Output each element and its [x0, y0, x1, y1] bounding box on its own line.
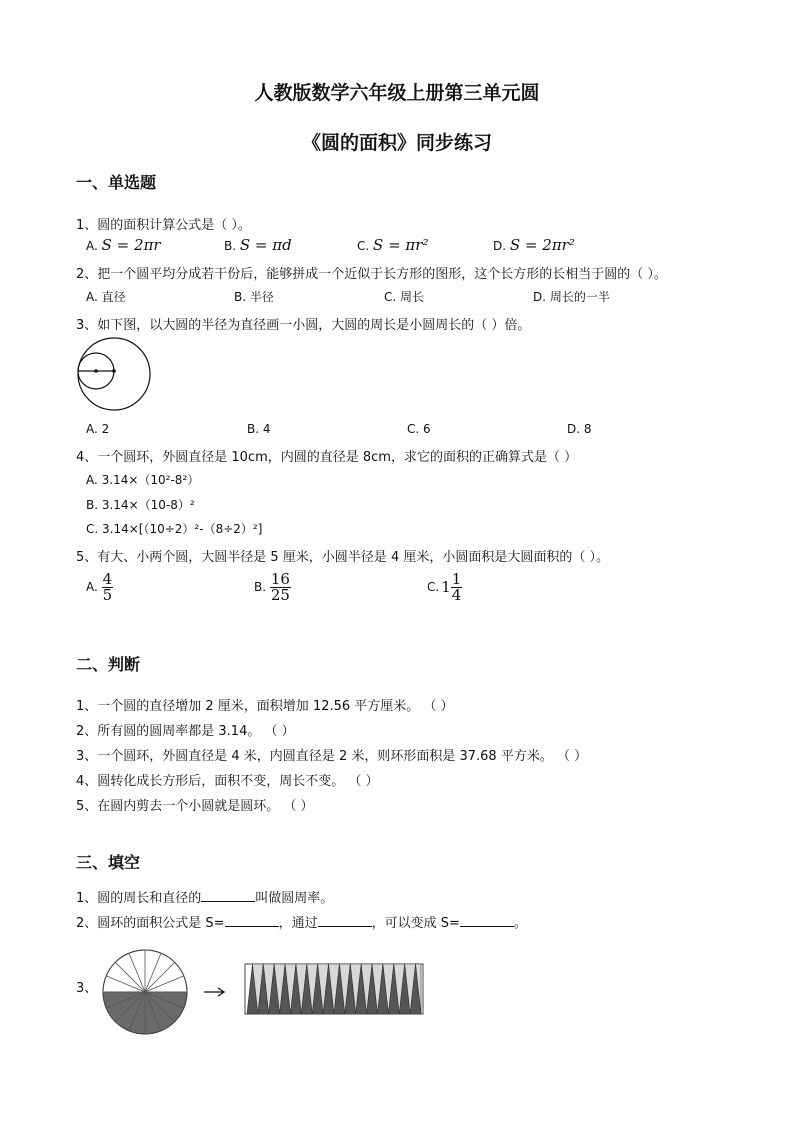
section-heading-true-false: 二、判断	[76, 655, 141, 674]
fill-item-1: 1、圆的周长和直径的 叫做圆周率。	[76, 891, 334, 906]
formula: S = πd	[239, 236, 292, 254]
mcq-2-option-b[interactable]: B. 半径	[234, 290, 274, 304]
fraction: $\frac{1}{4}$	[451, 570, 462, 604]
mcq-3-option-c[interactable]: C. 6	[407, 422, 431, 436]
mcq-3-option-b[interactable]: B. 4	[247, 422, 271, 436]
fraction: $\frac{16}{25}$	[270, 570, 290, 604]
option-label: A.	[86, 580, 98, 594]
option-label: C.	[427, 580, 440, 594]
mcq-1-option-b[interactable]	[224, 236, 292, 254]
mcq-2-option-d[interactable]: D. 周长的一半	[533, 290, 610, 304]
judge-item-3: 3、一个圆环，外圆直径是 4 米，内圆直径是 2 米，则环形面积是 37.68 平方米。 （ ）	[76, 749, 588, 764]
mcq-1-option-d[interactable]	[493, 236, 575, 254]
mcq-3-option-a[interactable]: A. 2	[86, 422, 110, 436]
center-dot	[112, 369, 116, 373]
mcq-4-text: 4、一个圆环，外圆直径是 10cm，内圆的直径是 8cm，求它的面积的正确算式是（ ）	[76, 450, 578, 465]
mcq-1-option-a[interactable]	[86, 236, 161, 254]
mcq-5-option-b[interactable]	[254, 572, 291, 603]
circles-diagram	[76, 336, 154, 414]
fill-item-3: 3、	[76, 981, 98, 996]
answer-blank[interactable]	[318, 914, 372, 927]
mixed-whole: 1	[441, 578, 451, 596]
option-label: B.	[254, 580, 267, 594]
mcq-2-option-a[interactable]: A. 直径	[86, 290, 126, 304]
mcq-4-option-b[interactable]: B. 3.14×（10-8）²	[86, 498, 195, 512]
mcq-2-option-c[interactable]: C. 周长	[384, 290, 425, 304]
judge-item-1: 1、一个圆的直径增加 2 厘米，面积增加 12.56 平方厘米。 （ ）	[76, 699, 454, 714]
arrow-icon	[203, 986, 227, 998]
formula: S = πr²	[373, 236, 429, 254]
option-label: A.	[86, 239, 98, 253]
mcq-1-text: 1、圆的面积计算公式是（ ）。	[76, 218, 251, 233]
mcq-4-option-a[interactable]: A. 3.14×（10²-8²）	[86, 473, 200, 487]
mcq-3-option-d[interactable]: D. 8	[567, 422, 592, 436]
fraction: $\frac{4}{5}$	[102, 570, 113, 604]
option-label: C.	[357, 239, 370, 253]
mcq-3-text: 3、如下图，以大圆的半径为直径画一小圆，大圆的周长是小圆周长的（ ）倍。	[76, 318, 531, 333]
mcq-5-text: 5、有大、小两个圆，大圆半径是 5 厘米，小圆半径是 4 厘米，小圆面积是大圆面积的（ ）。	[76, 550, 609, 565]
formula: S = 2πr²	[509, 236, 575, 254]
center-dot	[94, 369, 98, 373]
judge-item-5: 5、在圆内剪去一个小圆就是圆环。 （ ）	[76, 799, 314, 814]
mcq-5-option-c[interactable]	[427, 572, 462, 603]
option-label: D.	[493, 239, 507, 253]
judge-item-4: 4、圆转化成长方形后，面积不变，周长不变。 （ ）	[76, 774, 379, 789]
mcq-5-option-a[interactable]	[86, 572, 113, 603]
section-heading-single-choice: 一、单选题	[76, 173, 157, 192]
mcq-4-option-c[interactable]: C. 3.14×[（10÷2）²-（8÷2）²]	[86, 522, 263, 536]
mcq-2-text: 2、把一个圆平均分成若干份后，能够拼成一个近似于长方形的图形，这个长方形的长相当于圆的（ ）。	[76, 267, 667, 282]
fill-item-2: 2、圆环的面积公式是 S= ，通过 ，可以变成 S= 。	[76, 916, 527, 931]
answer-blank[interactable]	[225, 914, 279, 927]
rearranged-rectangle-diagram	[243, 960, 427, 1018]
option-label: B.	[224, 239, 237, 253]
mcq-1-option-c[interactable]	[357, 236, 428, 254]
section-heading-fill-in: 三、填空	[76, 853, 141, 872]
judge-item-2: 2、所有圆的圆周率都是 3.14。 （ ）	[76, 724, 295, 739]
sector-circle-diagram	[101, 948, 189, 1036]
page-subtitle: 《圆的面积》同步练习	[301, 132, 492, 154]
answer-blank[interactable]	[201, 889, 255, 902]
answer-blank[interactable]	[460, 914, 514, 927]
page-title: 人教版数学六年级上册第三单元圆	[254, 82, 540, 104]
formula: S = 2πr	[101, 236, 161, 254]
